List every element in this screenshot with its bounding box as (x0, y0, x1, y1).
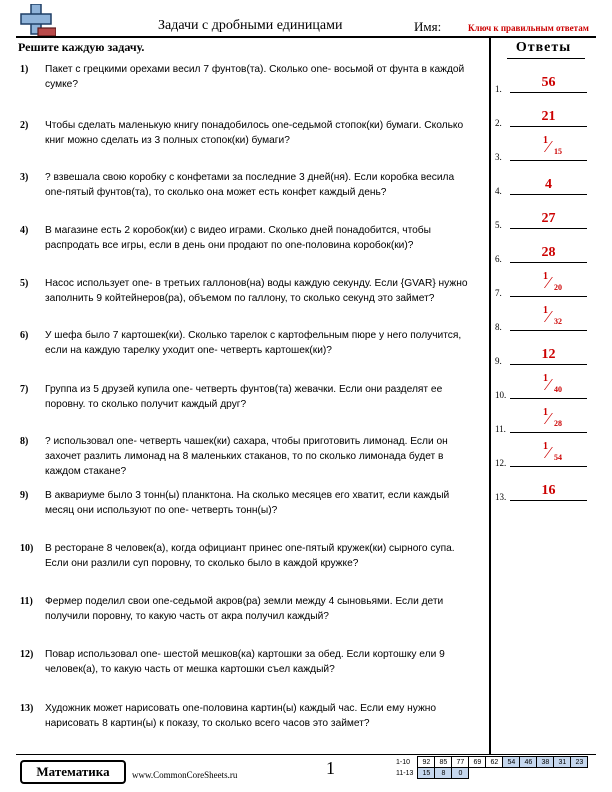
fraction-denominator: 32 (554, 317, 562, 326)
question-number: 6) (20, 330, 29, 341)
page-title: Задачи с дробными единицами (158, 18, 343, 33)
score-cell: 77 (452, 757, 469, 768)
answer-fraction: 1 ⁄ 40 (543, 373, 562, 394)
score-row-label: 1-10 (396, 758, 411, 766)
answer-line (510, 432, 587, 433)
answer-number: 1. (495, 84, 502, 94)
website-link[interactable]: www.CommonCoreSheets.ru (132, 770, 238, 780)
fraction-numerator: 1 (543, 441, 548, 452)
question-text: В ресторане 8 человек(а), когда официант принес one-пятый кружек(ки) сырного супа. Если они разлили суп поровну, то сколько было в каждой кружке? (45, 543, 455, 569)
subject-label: Математика (20, 760, 126, 784)
fraction-denominator: 54 (554, 453, 562, 462)
name-label: Имя: (414, 19, 442, 34)
question-number: 12) (20, 649, 34, 660)
answer-item (495, 342, 595, 368)
question-number: 4) (20, 225, 29, 236)
answer-value: 21 (541, 109, 556, 124)
answer-number: 3. (495, 152, 502, 162)
question-number: 1) (20, 64, 29, 75)
score-cell: 0 (452, 768, 469, 779)
answer-number: 12. (495, 458, 507, 468)
question-number: 7) (20, 384, 29, 395)
fraction-numerator: 1 (543, 305, 548, 316)
fraction-numerator: 1 (543, 271, 548, 282)
answer-line (510, 500, 587, 501)
fraction-numerator: 1 (543, 373, 548, 384)
plus-minus-logo-icon (18, 4, 56, 40)
answer-line (510, 92, 587, 93)
answer-item (495, 373, 595, 402)
question-text: ? использовал one- четверть чашек(ки) сахара, чтобы приготовить лимонад. Если он захочет разлить лимонад на 8 маленьких стаканов, то по сколько лимонада будет в каждом стакане? (45, 436, 448, 477)
question-number: 3) (20, 172, 29, 183)
answer-number: 13. (495, 492, 507, 502)
answers-heading: Ответы (515, 40, 572, 55)
header-divider (16, 36, 596, 38)
score-table (394, 756, 588, 779)
answer-line (510, 330, 587, 331)
answer-value: 28 (541, 245, 556, 260)
question-number: 2) (20, 120, 29, 131)
answer-value: 27 (541, 211, 556, 226)
answer-value: 12 (541, 347, 556, 362)
score-cell: 23 (571, 757, 588, 768)
score-cell: 46 (520, 757, 537, 768)
answer-item (495, 104, 595, 130)
answer-item (495, 305, 595, 334)
answer-item (495, 70, 595, 96)
answer-line (510, 398, 587, 399)
score-row (394, 768, 588, 779)
question-text: Чтобы сделать маленькую книгу понадобилось one-седьмой стопок(ки) бумаги. Сколько книг можно сделать из 3 полных стопок(ки) бумаги? (45, 120, 464, 146)
score-row (394, 757, 588, 768)
answer-number: 7. (495, 288, 502, 298)
question-number: 10) (20, 543, 34, 554)
fraction-denominator: 20 (554, 283, 562, 292)
answer-number: 11. (495, 424, 506, 434)
answer-value: 4 (545, 177, 552, 192)
question-number: 11) (20, 596, 33, 607)
question-number: 9) (20, 490, 29, 501)
answer-number: 8. (495, 322, 502, 332)
score-cell: 31 (554, 757, 571, 768)
score-row-label: 11-13 (396, 769, 414, 777)
question-text: Повар использовал one- шестой мешков(ка) картошки за обед. Если кортошку ели 9 человек(а), то какую часть от мешка картошки съел каждый? (45, 649, 445, 675)
fraction-numerator: 1 (543, 135, 548, 146)
answer-item (495, 407, 595, 436)
answer-column-divider (489, 38, 491, 754)
answer-number: 6. (495, 254, 502, 264)
answer-fraction: 1 ⁄ 28 (543, 407, 562, 428)
answer-value: 16 (541, 483, 556, 498)
score-cell: 69 (469, 757, 486, 768)
answer-fraction: 1 ⁄ 32 (543, 305, 562, 326)
question-text: Насос использует one- в третьих галлонов(на) воды каждую секунду. Если {GVAR} нужно заполнить 9 койтейнеров(ра), объемом по галлону, то сколько секунд это займет? (45, 278, 468, 304)
question-text: Группа из 5 друзей купила one- четверть фунтов(та) жевачки. Если они разделят ее поровну. то сколько получит каждый друг? (45, 384, 443, 410)
instructions: Решите каждую задачу. (18, 40, 145, 54)
answer-line (510, 262, 587, 263)
answer-number: 4. (495, 186, 502, 196)
answer-line (510, 194, 587, 195)
answer-number: 2. (495, 118, 502, 128)
answer-item (495, 240, 595, 266)
score-cell: 62 (486, 757, 503, 768)
question-text: Художник может нарисовать one-половина картин(ы) каждый час. Если ему нужно нарисовать 8 картин(ы) к показу, то сколько всего часов это займет? (45, 703, 437, 729)
answer-value: 56 (541, 75, 556, 90)
answer-number: 9. (495, 356, 502, 366)
answer-item (495, 135, 595, 164)
question-text: В магазине есть 2 коробок(ки) с видео играми. Сколько дней понадобится, чтобы распродать все игры, если в день они продают по one-половина коробок(ки)? (45, 225, 431, 251)
question-text: В аквариуме было 3 тонн(ы) планктона. На сколько месяцев его хватит, если каждый месяц они используют по one- четверть тонн(ы)? (45, 490, 450, 516)
answers-heading-underline (507, 58, 585, 59)
answer-line (510, 296, 587, 297)
score-cell: 85 (435, 757, 452, 768)
answer-key-label: Ключ к правильным ответам (468, 23, 589, 33)
score-cell: 15 (418, 768, 435, 779)
question-text: Пакет с грецкими орехами весил 7 фунтов(та). Сколько one- восьмой от фунта в каждой сумке? (45, 64, 465, 90)
footer-divider (16, 754, 596, 755)
question-text: ? взвешала свою коробку с конфетами за последние 3 дней(ня). Если коробка весила one-пятый фунтов(та), то сколько она может есть конфет каждый день? (45, 172, 455, 198)
answer-line (510, 126, 587, 127)
answer-line (510, 228, 587, 229)
fraction-denominator: 28 (554, 419, 562, 428)
answer-line (510, 364, 587, 365)
answer-fraction: 1 ⁄ 54 (543, 441, 562, 462)
fraction-denominator: 15 (554, 147, 562, 156)
fraction-numerator: 1 (543, 407, 548, 418)
answer-line (510, 160, 587, 161)
question-number: 13) (20, 703, 34, 714)
question-text: Фермер поделил свои one-седьмой акров(ра) земли между 4 сыновьями. Если дети получили поровну, то какую часть от акра получил каждый? (45, 596, 444, 622)
answer-item (495, 478, 595, 504)
answer-item (495, 172, 595, 198)
answer-number: 5. (495, 220, 502, 230)
score-cell: 92 (418, 757, 435, 768)
fraction-denominator: 40 (554, 385, 562, 394)
question-number: 8) (20, 436, 29, 447)
question-number: 5) (20, 278, 29, 289)
answer-item (495, 441, 595, 470)
score-cell: 38 (537, 757, 554, 768)
answer-line (510, 466, 587, 467)
answer-fraction: 1 ⁄ 20 (543, 271, 562, 292)
score-cell: 8 (435, 768, 452, 779)
page-number: 1 (326, 758, 335, 778)
score-cell: 54 (503, 757, 520, 768)
answer-item (495, 271, 595, 300)
answer-item (495, 206, 595, 232)
answer-fraction: 1 ⁄ 15 (543, 135, 562, 156)
answer-number: 10. (495, 390, 507, 400)
question-text: У шефа было 7 картошек(ки). Сколько тарелок с картофельным пюре у него получится, если на каждую тарелку уходит one- четверть картошек(ки)? (45, 330, 462, 356)
